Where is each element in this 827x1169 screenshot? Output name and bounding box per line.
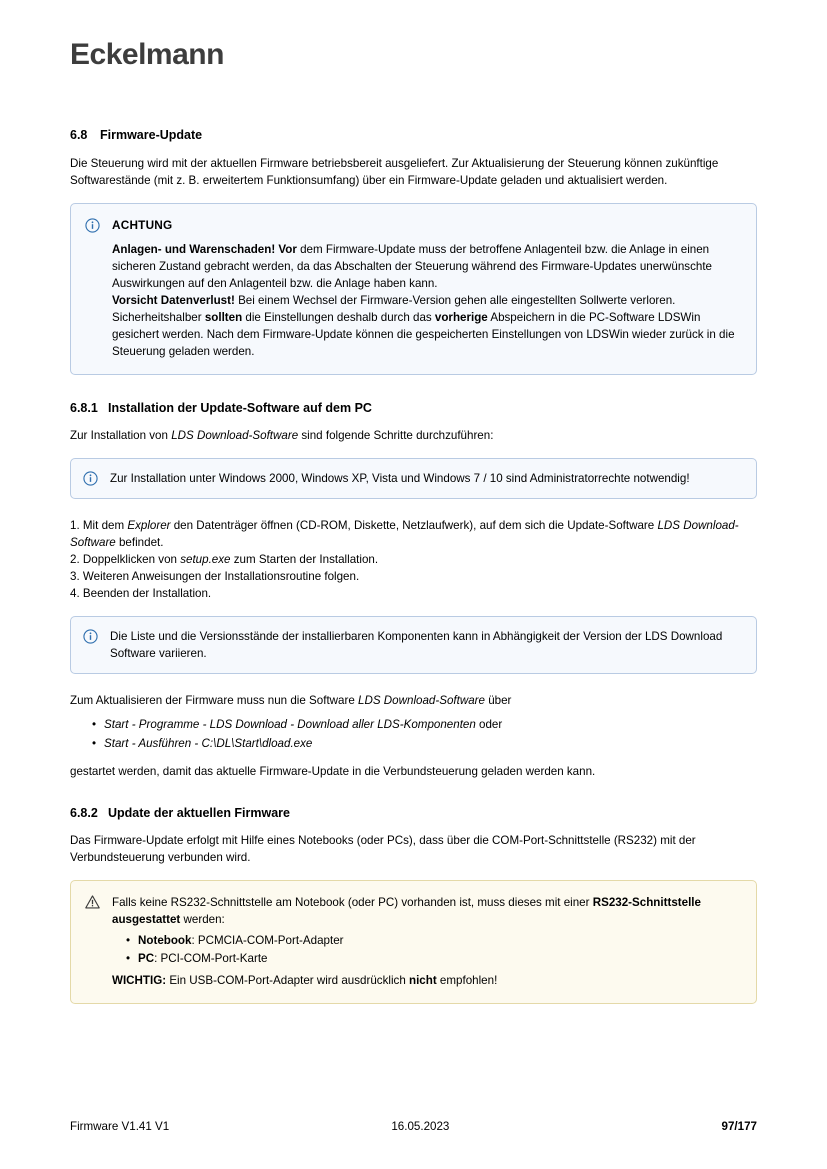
rs232-warning-paragraph	[112, 894, 740, 928]
subsection-1-heading	[70, 401, 757, 415]
subsection-2-heading	[70, 806, 757, 820]
start-option-2: Start - Ausführen - C:\DL\Start\dload.exe	[104, 737, 313, 750]
adapter-1-value: : PCMCIA-COM-Port-Adapter	[191, 934, 344, 947]
admin-rights-text: Zur Installation unter Windows 2000, Windows XP, Vista und Windows 7 / 10 sind Administratorrechte notwendig!	[110, 472, 690, 485]
attention-bold-sollten: sollten	[204, 311, 243, 324]
adapter-2-label: PC	[138, 952, 155, 965]
install-step-4: 4. Beenden der Installation.	[70, 587, 212, 600]
step-1-b: den Datenträger öffnen (CD-ROM, Diskette, Netzlaufwerk), auf dem sich die Update-Software	[170, 519, 658, 532]
start-option-1-rest: oder	[475, 718, 503, 731]
install-step-2	[70, 551, 757, 568]
rs232-bold: RS232-Schnittstelle ausgestattet	[112, 896, 701, 926]
attention-text-2e: Abspeichern in die PC-Software LDSWin gesichert werden. Nach dem Firmware-Update können die gespeicherten Einstellungen von LDSWin wieder zurück in die Steuerung geladen werden.	[112, 311, 735, 358]
attention-bold-vorherige: vorherige	[434, 311, 488, 324]
attention-text-1: dem Firmware-Update muss der betroffene Anlagenteil bzw. die Anlage in einen sicheren Zustand gebracht werden, da das Abschalten der Steuerung während des Firmware-Updates unerwünschte Auswirkungen auf den Anlagenteil bzw. die Anlage haben kann.	[112, 243, 712, 290]
subsection-1-lead	[70, 427, 757, 444]
lead-text-b: sind folgende Schritte durchzuführen:	[298, 429, 494, 442]
start-option-1: Start - Programme - LDS Download - Download aller LDS-Komponenten	[104, 718, 476, 731]
section-number: 6.8	[70, 128, 88, 142]
after-italic: LDS Download-Software	[358, 694, 485, 707]
list-item	[92, 734, 757, 753]
attention-callout-paragraph-2	[112, 292, 740, 360]
footer-page-number: 97/177	[721, 1120, 757, 1133]
versions-note	[70, 616, 757, 674]
page-content	[70, 128, 757, 1022]
admin-rights-note	[70, 458, 757, 499]
important-label: WICHTIG:	[112, 974, 167, 987]
after-text-b: über	[484, 694, 512, 707]
closing-paragraph: gestartet werden, damit das aktuelle Firmware-Update in die Verbundsteuerung geladen werden kann.	[70, 765, 596, 778]
info-icon	[83, 470, 101, 486]
rs232-important-paragraph	[112, 972, 740, 989]
install-step-3: 3. Weiteren Anweisungen der Installationsroutine folgen.	[70, 570, 360, 583]
warning-triangle-icon	[85, 894, 103, 909]
step-1-a: 1. Mit dem	[70, 519, 128, 532]
install-step-1	[70, 517, 757, 551]
step-1-italic: Explorer	[127, 519, 171, 532]
footer-firmware-version: Firmware V1.41 V1	[70, 1120, 170, 1133]
footer-date: 16.05.2023	[391, 1120, 450, 1133]
lead-italic: LDS Download-Software	[171, 429, 299, 442]
rs232-text-a: Falls keine RS232-Schnittstelle am Notebook (oder PC) vorhanden ist, muss dieses mit einer	[112, 896, 593, 909]
lead-text-a: Zur Installation von	[70, 429, 172, 442]
rs232-text-b: werden:	[180, 913, 225, 926]
step-2-italic: setup.exe	[180, 553, 231, 566]
page-footer	[70, 1120, 757, 1133]
section-title: Firmware-Update	[100, 128, 203, 142]
adapter-1-label: Notebook	[138, 934, 192, 947]
attention-text-2a: Bei einem Wechsel der Firmware-Version gehen alle eingestellten Sollwerte verloren. Sicherheitshalber	[112, 294, 676, 324]
update-intro-paragraph	[70, 692, 757, 709]
attention-callout-title: ACHTUNG	[112, 218, 173, 232]
attention-text-2c: die Einstellungen deshalb durch das	[242, 311, 435, 324]
adapter-2-value: : PCI-COM-Port-Karte	[154, 952, 268, 965]
attention-callout-body	[112, 217, 740, 360]
rs232-warning-body	[112, 894, 740, 989]
step-2-b: zum Starten der Installation.	[230, 553, 379, 566]
important-text-b: empfohlen!	[436, 974, 498, 987]
step-1-italic-2: LDS Download-Software	[70, 519, 739, 549]
rs232-adapter-list	[112, 932, 740, 968]
important-text-a: Ein USB-COM-Port-Adapter wird ausdrücklich	[166, 974, 409, 987]
subsection-2-number: 6.8.2	[70, 806, 98, 820]
step-2-a: 2. Doppelklicken von	[70, 553, 181, 566]
start-options-list	[70, 715, 757, 753]
section-heading	[70, 128, 757, 142]
subsection-2-intro: Das Firmware-Update erfolgt mit Hilfe eines Notebooks (oder PCs), dass über die COM-Port-Schnittstelle (RS232) mit der Verbundsteuerung verbunden wird.	[70, 834, 696, 864]
subsection-1-number: 6.8.1	[70, 401, 98, 415]
info-icon	[85, 217, 103, 233]
info-icon	[83, 628, 101, 644]
versions-note-text: Die Liste und die Versionsstände der installierbaren Komponenten kann in Abhängigkeit der Version der LDS Download Software variieren.	[110, 630, 723, 660]
attention-bold-lead: Anlagen- und Warenschaden! Vor	[112, 243, 297, 256]
step-1-c: befindet.	[115, 536, 164, 549]
rs232-warning-callout	[70, 880, 757, 1004]
list-item	[126, 950, 740, 968]
attention-callout	[70, 203, 757, 375]
after-text-a: Zum Aktualisieren der Firmware muss nun die Software	[70, 694, 359, 707]
installation-steps	[70, 517, 757, 602]
important-nicht: nicht	[409, 974, 437, 987]
attention-callout-paragraph-1	[112, 241, 740, 292]
dataloss-bold-lead: Vorsicht Datenverlust!	[112, 294, 235, 307]
company-logo: Eckelmann	[70, 38, 224, 71]
section-intro-paragraph: Die Steuerung wird mit der aktuellen Firmware betriebsbereit ausgeliefert. Zur Aktualisierung der Steuerung können zukünftige Softwarestände (mit z. B. erweitertem Funktionsumfang) über ein Firmware-Update geladen und aktualisiert werden.	[70, 157, 719, 187]
subsection-1-title: Installation der Update-Software auf dem PC	[108, 401, 372, 415]
subsection-2-title: Update der aktuellen Firmware	[108, 806, 291, 820]
list-item	[126, 932, 740, 950]
list-item	[92, 715, 757, 734]
